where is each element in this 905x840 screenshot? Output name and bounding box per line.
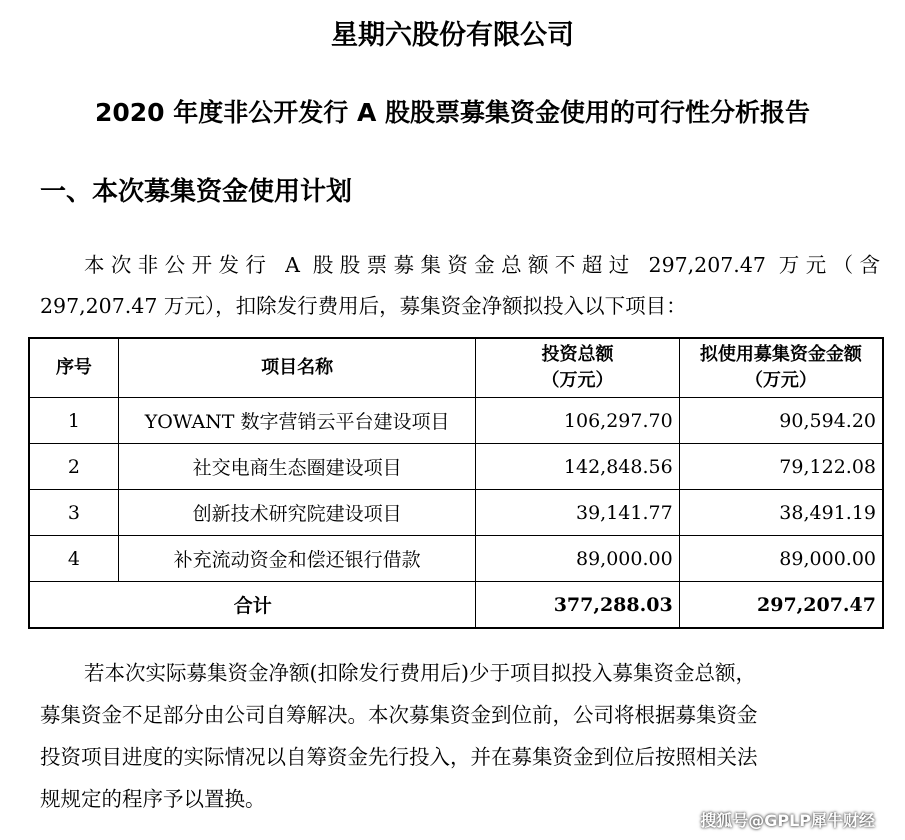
header-raised [679,338,883,398]
table-row [29,490,883,536]
closing-line-1: 若本次实际募集资金净额(扣除发行费用后)少于项目拟投入募集资金总额， [84,661,756,685]
intro-line-1: 本次非公开发行 A 股股票募集资金总额不超过 297,207.47 万元（含 [84,253,880,277]
row-raised: 89,000.00 [679,536,883,582]
header-investment-unit: （万元） [541,370,614,391]
header-investment-label: 投资总额 [541,344,614,365]
row-no: 1 [29,398,118,444]
watermark: 搜狐号@GPLP犀牛财经 [700,811,875,830]
total-raised: 297,207.47 [679,582,883,629]
section-heading: 一、本次募集资金使用计划 [40,177,353,207]
table-row [29,536,883,582]
intro-line-2: 297,207.47 万元），扣除发行费用后，募集资金净额拟投入以下项目： [40,294,687,318]
table-header-row [29,338,883,398]
row-investment: 142,848.56 [476,444,679,490]
company-name: 星期六股份有限公司 [331,20,574,51]
closing-line-3: 投资项目进度的实际情况以自筹资金先行投入，并在募集资金到位后按照相关法 [40,745,758,769]
row-raised: 90,594.20 [679,398,883,444]
row-name: 补充流动资金和偿还银行借款 [118,536,476,582]
row-no: 2 [29,444,118,490]
table-row [29,444,883,490]
table-total-row [29,582,883,629]
row-no: 4 [29,536,118,582]
row-name: 创新技术研究院建设项目 [118,490,476,536]
row-no: 3 [29,490,118,536]
row-name: YOWANT 数字营销云平台建设项目 [118,398,476,444]
row-raised: 79,122.08 [679,444,883,490]
header-name: 项目名称 [118,338,476,398]
row-investment: 89,000.00 [476,536,679,582]
total-investment: 377,288.03 [476,582,679,629]
closing-paragraph [40,652,880,820]
row-raised: 38,491.19 [679,490,883,536]
fund-usage-table [28,337,884,629]
header-raised-unit: （万元） [744,370,817,391]
total-label: 合计 [29,582,476,629]
table-row [29,398,883,444]
row-investment: 106,297.70 [476,398,679,444]
header-no: 序号 [29,338,118,398]
intro-paragraph [40,245,880,327]
header-raised-label: 拟使用募集资金金额 [699,344,862,365]
row-investment: 39,141.77 [476,490,679,536]
header-investment [476,338,679,398]
closing-line-4: 规规定的程序予以置换。 [40,787,266,811]
closing-line-2: 募集资金不足部分由公司自筹解决。本次募集资金到位前，公司将根据募集资金 [40,703,758,727]
report-title: 2020 年度非公开发行 A 股股票募集资金使用的可行性分析报告 [94,98,811,127]
row-name: 社交电商生态圈建设项目 [118,444,476,490]
